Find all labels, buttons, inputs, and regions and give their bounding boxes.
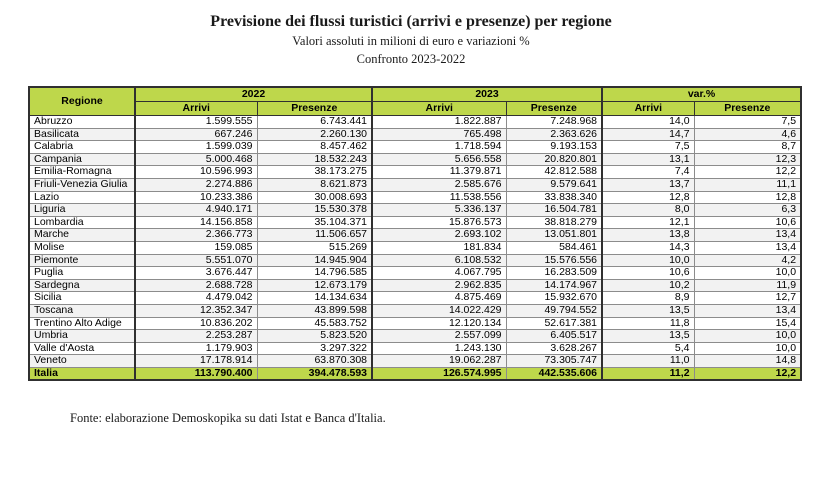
value-cell: 13,4 bbox=[694, 241, 801, 254]
value-cell: 12.673.179 bbox=[257, 279, 372, 292]
region-cell: Umbria bbox=[29, 330, 135, 343]
value-cell: 38.173.275 bbox=[257, 166, 372, 179]
header-2022: 2022 bbox=[135, 87, 372, 102]
region-cell: Italia bbox=[29, 367, 135, 380]
value-cell: 5,4 bbox=[602, 342, 694, 355]
region-cell: Abruzzo bbox=[29, 116, 135, 129]
value-cell: 9.579.641 bbox=[506, 178, 602, 191]
value-cell: 16.283.509 bbox=[506, 267, 602, 280]
subheader-presenze-var: Presenze bbox=[694, 102, 801, 116]
page-subtitle-compare: Confronto 2023-2022 bbox=[356, 52, 466, 66]
value-cell: 2.253.287 bbox=[135, 330, 257, 343]
value-cell: 1.243.130 bbox=[372, 342, 506, 355]
value-cell: 14.174.967 bbox=[506, 279, 602, 292]
value-cell: 10,0 bbox=[694, 330, 801, 343]
value-cell: 43.899.598 bbox=[257, 304, 372, 317]
value-cell: 17.178.914 bbox=[135, 355, 257, 368]
table-row bbox=[29, 141, 801, 154]
value-cell: 13,4 bbox=[694, 229, 801, 242]
value-cell: 8.621.873 bbox=[257, 178, 372, 191]
value-cell: 6.405.517 bbox=[506, 330, 602, 343]
value-cell: 1.822.887 bbox=[372, 116, 506, 129]
region-cell: Basilicata bbox=[29, 128, 135, 141]
table-row bbox=[29, 292, 801, 305]
table-row bbox=[29, 317, 801, 330]
table-row bbox=[29, 204, 801, 217]
value-cell: 9.193.153 bbox=[506, 141, 602, 154]
value-cell: 667.246 bbox=[135, 128, 257, 141]
value-cell: 3.297.322 bbox=[257, 342, 372, 355]
value-cell: 14.945.904 bbox=[257, 254, 372, 267]
value-cell: 12.352.347 bbox=[135, 304, 257, 317]
value-cell: 11,8 bbox=[602, 317, 694, 330]
value-cell: 16.504.781 bbox=[506, 204, 602, 217]
value-cell: 15.932.670 bbox=[506, 292, 602, 305]
value-cell: 5.656.558 bbox=[372, 153, 506, 166]
value-cell: 181.834 bbox=[372, 241, 506, 254]
table-row bbox=[29, 267, 801, 280]
value-cell: 15.530.378 bbox=[257, 204, 372, 217]
value-cell: 8,0 bbox=[602, 204, 694, 217]
table-row bbox=[29, 304, 801, 317]
value-cell: 12,7 bbox=[694, 292, 801, 305]
value-cell: 15.876.573 bbox=[372, 216, 506, 229]
value-cell: 12,2 bbox=[694, 367, 801, 380]
value-cell: 159.085 bbox=[135, 241, 257, 254]
region-cell: Piemonte bbox=[29, 254, 135, 267]
value-cell: 8.457.462 bbox=[257, 141, 372, 154]
value-cell: 2.962.835 bbox=[372, 279, 506, 292]
value-cell: 6,3 bbox=[694, 204, 801, 217]
region-cell: Campania bbox=[29, 153, 135, 166]
region-cell: Trentino Alto Adige bbox=[29, 317, 135, 330]
value-cell: 13,8 bbox=[602, 229, 694, 242]
value-cell: 2.557.099 bbox=[372, 330, 506, 343]
value-cell: 5.000.468 bbox=[135, 153, 257, 166]
value-cell: 7,5 bbox=[694, 116, 801, 129]
source-note: Fonte: elaborazione Demoskopika su dati Istat e Banca d'Italia. bbox=[70, 411, 386, 426]
table-row bbox=[29, 342, 801, 355]
value-cell: 10,0 bbox=[694, 267, 801, 280]
table-row bbox=[29, 279, 801, 292]
header-sub-row bbox=[29, 102, 801, 116]
value-cell: 2.366.773 bbox=[135, 229, 257, 242]
value-cell: 126.574.995 bbox=[372, 367, 506, 380]
value-cell: 10,6 bbox=[694, 216, 801, 229]
value-cell: 10.836.202 bbox=[135, 317, 257, 330]
table-row bbox=[29, 216, 801, 229]
table-row bbox=[29, 254, 801, 267]
value-cell: 515.269 bbox=[257, 241, 372, 254]
value-cell: 4,6 bbox=[694, 128, 801, 141]
total-row bbox=[29, 367, 801, 380]
value-cell: 10,0 bbox=[694, 342, 801, 355]
region-cell: Liguria bbox=[29, 204, 135, 217]
region-cell: Marche bbox=[29, 229, 135, 242]
value-cell: 3.676.447 bbox=[135, 267, 257, 280]
value-cell: 2.274.886 bbox=[135, 178, 257, 191]
region-cell: Lazio bbox=[29, 191, 135, 204]
value-cell: 11,0 bbox=[602, 355, 694, 368]
value-cell: 33.838.340 bbox=[506, 191, 602, 204]
table-body bbox=[29, 116, 801, 381]
value-cell: 19.062.287 bbox=[372, 355, 506, 368]
table-row bbox=[29, 191, 801, 204]
table-row bbox=[29, 330, 801, 343]
page-subtitle: Valori assoluti in milioni di euro e variazioni % bbox=[292, 34, 530, 48]
value-cell: 15,4 bbox=[694, 317, 801, 330]
header-2023: 2023 bbox=[372, 87, 602, 102]
region-cell: Calabria bbox=[29, 141, 135, 154]
subheader-arrivi-2023: Arrivi bbox=[372, 102, 506, 116]
value-cell: 14,7 bbox=[602, 128, 694, 141]
value-cell: 3.628.267 bbox=[506, 342, 602, 355]
table-row bbox=[29, 241, 801, 254]
value-cell: 12.120.134 bbox=[372, 317, 506, 330]
value-cell: 35.104.371 bbox=[257, 216, 372, 229]
value-cell: 14.156.858 bbox=[135, 216, 257, 229]
value-cell: 1.718.594 bbox=[372, 141, 506, 154]
region-cell: Molise bbox=[29, 241, 135, 254]
value-cell: 14.022.429 bbox=[372, 304, 506, 317]
subheader-arrivi-var: Arrivi bbox=[602, 102, 694, 116]
value-cell: 6.108.532 bbox=[372, 254, 506, 267]
value-cell: 4.940.171 bbox=[135, 204, 257, 217]
value-cell: 14,0 bbox=[602, 116, 694, 129]
value-cell: 765.498 bbox=[372, 128, 506, 141]
value-cell: 13,7 bbox=[602, 178, 694, 191]
value-cell: 2.693.102 bbox=[372, 229, 506, 242]
value-cell: 4.479.042 bbox=[135, 292, 257, 305]
value-cell: 4.067.795 bbox=[372, 267, 506, 280]
value-cell: 12,2 bbox=[694, 166, 801, 179]
value-cell: 52.617.381 bbox=[506, 317, 602, 330]
table-row bbox=[29, 229, 801, 242]
table-row bbox=[29, 355, 801, 368]
value-cell: 13,4 bbox=[694, 304, 801, 317]
region-cell: Veneto bbox=[29, 355, 135, 368]
region-cell: Lombardia bbox=[29, 216, 135, 229]
value-cell: 14,8 bbox=[694, 355, 801, 368]
value-cell: 4,2 bbox=[694, 254, 801, 267]
subheader-presenze-2022: Presenze bbox=[257, 102, 372, 116]
value-cell: 7.248.968 bbox=[506, 116, 602, 129]
region-cell: Sicilia bbox=[29, 292, 135, 305]
value-cell: 10.596.993 bbox=[135, 166, 257, 179]
value-cell: 2.363.626 bbox=[506, 128, 602, 141]
value-cell: 7,5 bbox=[602, 141, 694, 154]
value-cell: 10.233.386 bbox=[135, 191, 257, 204]
value-cell: 1.179.903 bbox=[135, 342, 257, 355]
value-cell: 8,7 bbox=[694, 141, 801, 154]
value-cell: 42.812.588 bbox=[506, 166, 602, 179]
value-cell: 113.790.400 bbox=[135, 367, 257, 380]
value-cell: 15.576.556 bbox=[506, 254, 602, 267]
value-cell: 10,6 bbox=[602, 267, 694, 280]
value-cell: 442.535.606 bbox=[506, 367, 602, 380]
header-group-row bbox=[29, 87, 801, 102]
value-cell: 7,4 bbox=[602, 166, 694, 179]
value-cell: 45.583.752 bbox=[257, 317, 372, 330]
value-cell: 14.134.634 bbox=[257, 292, 372, 305]
forecast-table bbox=[28, 86, 802, 381]
value-cell: 6.743.441 bbox=[257, 116, 372, 129]
page-title: Previsione dei flussi turistici (arrivi e presenze) per regione bbox=[210, 13, 612, 30]
value-cell: 30.008.693 bbox=[257, 191, 372, 204]
table-row bbox=[29, 128, 801, 141]
region-cell: Puglia bbox=[29, 267, 135, 280]
value-cell: 2.585.676 bbox=[372, 178, 506, 191]
table-row bbox=[29, 116, 801, 129]
value-cell: 394.478.593 bbox=[257, 367, 372, 380]
value-cell: 1.599.039 bbox=[135, 141, 257, 154]
value-cell: 8,9 bbox=[602, 292, 694, 305]
value-cell: 11.538.556 bbox=[372, 191, 506, 204]
value-cell: 13.051.801 bbox=[506, 229, 602, 242]
value-cell: 49.794.552 bbox=[506, 304, 602, 317]
value-cell: 12,8 bbox=[694, 191, 801, 204]
value-cell: 5.823.520 bbox=[257, 330, 372, 343]
value-cell: 10,2 bbox=[602, 279, 694, 292]
value-cell: 11,9 bbox=[694, 279, 801, 292]
value-cell: 4.875.469 bbox=[372, 292, 506, 305]
subheader-arrivi-2022: Arrivi bbox=[135, 102, 257, 116]
value-cell: 584.461 bbox=[506, 241, 602, 254]
value-cell: 63.870.308 bbox=[257, 355, 372, 368]
value-cell: 18.532.243 bbox=[257, 153, 372, 166]
value-cell: 5.336.137 bbox=[372, 204, 506, 217]
value-cell: 13,5 bbox=[602, 304, 694, 317]
region-cell: Sardegna bbox=[29, 279, 135, 292]
region-cell: Friuli-Venezia Giulia bbox=[29, 178, 135, 191]
value-cell: 11.379.871 bbox=[372, 166, 506, 179]
value-cell: 5.551.070 bbox=[135, 254, 257, 267]
region-cell: Valle d'Aosta bbox=[29, 342, 135, 355]
header-regione: Regione bbox=[29, 87, 135, 116]
value-cell: 1.599.555 bbox=[135, 116, 257, 129]
value-cell: 14.796.585 bbox=[257, 267, 372, 280]
value-cell: 38.818.279 bbox=[506, 216, 602, 229]
subheader-presenze-2023: Presenze bbox=[506, 102, 602, 116]
value-cell: 13,5 bbox=[602, 330, 694, 343]
region-cell: Toscana bbox=[29, 304, 135, 317]
value-cell: 12,8 bbox=[602, 191, 694, 204]
value-cell: 12,3 bbox=[694, 153, 801, 166]
header-var-pct: var.% bbox=[602, 87, 801, 102]
table-row bbox=[29, 178, 801, 191]
value-cell: 10,0 bbox=[602, 254, 694, 267]
value-cell: 2.260.130 bbox=[257, 128, 372, 141]
value-cell: 12,1 bbox=[602, 216, 694, 229]
value-cell: 13,1 bbox=[602, 153, 694, 166]
value-cell: 20.820.801 bbox=[506, 153, 602, 166]
table-row bbox=[29, 153, 801, 166]
value-cell: 11.506.657 bbox=[257, 229, 372, 242]
table-row bbox=[29, 166, 801, 179]
value-cell: 11,1 bbox=[694, 178, 801, 191]
region-cell: Emilia-Romagna bbox=[29, 166, 135, 179]
value-cell: 14,3 bbox=[602, 241, 694, 254]
value-cell: 2.688.728 bbox=[135, 279, 257, 292]
value-cell: 11,2 bbox=[602, 367, 694, 380]
table-header bbox=[29, 87, 801, 116]
value-cell: 73.305.747 bbox=[506, 355, 602, 368]
